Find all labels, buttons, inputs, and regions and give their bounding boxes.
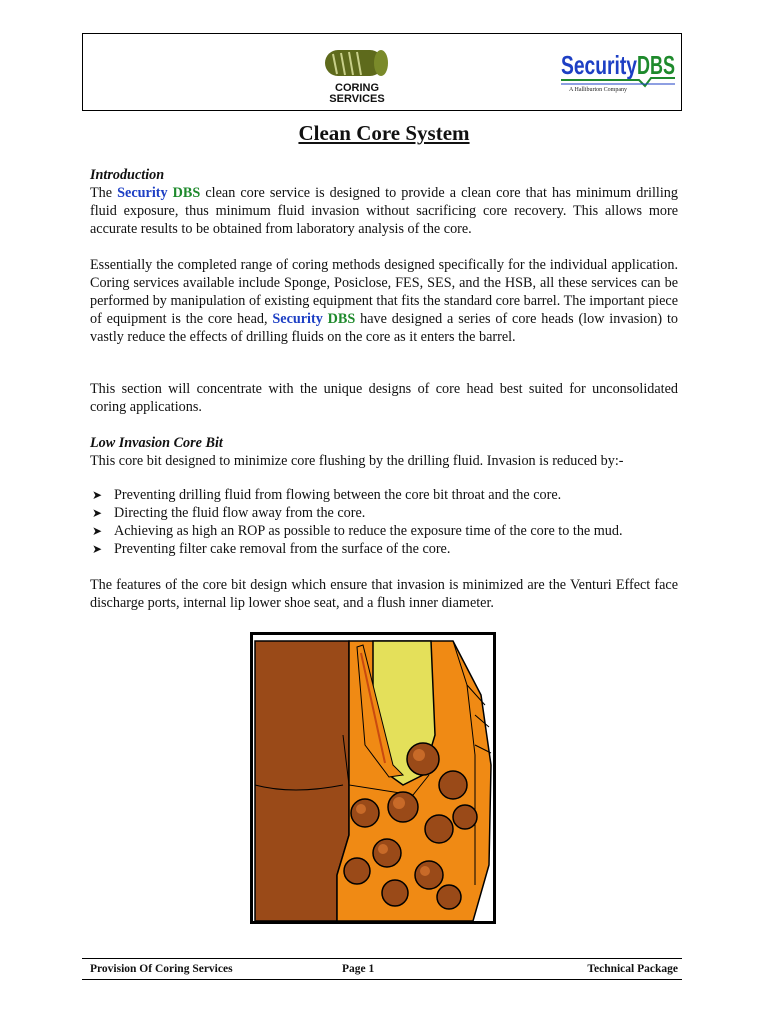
- page-title: Clean Core System: [298, 121, 470, 145]
- brand-dbs-inline: DBS: [327, 311, 356, 327]
- page-number: Page 1: [342, 963, 375, 975]
- intro-heading: Introduction: [90, 167, 165, 183]
- intro-paragraph-3: This section will concentrate with the unique designs of core head best suited for unconsolidated coring applications.: [90, 381, 678, 415]
- footer-right-text: Technical Package: [587, 963, 678, 975]
- low-invasion-lead: This core bit designed to minimize core flushing by the drilling fluid. Invasion is reduced by:-: [90, 453, 624, 469]
- features-paragraph: The features of the core bit design which ensure that invasion is minimized are the Venturi Effect face discharge ports, internal lip lower shoe seat, and a flush inner diameter.: [90, 577, 678, 611]
- brand-security-text: Security: [561, 50, 638, 80]
- footer-left-text: Provision Of Coring Services: [90, 963, 233, 975]
- list-item: ➤ Preventing drilling fluid from flowing between the core bit throat and the core.: [92, 487, 562, 503]
- intro-paragraph-2: Essentially the completed range of coring methods designed specifically for the individual application. Coring services available include Sponge, Posiclose, FES, SES, and the HSB, all these services can be performed by manipulation of existing equipment that fits the standard core barrel. The important piece of equipment is the core head, Security DBS have designed a series of core heads (low invasion) to vastly reduce the effects of drilling fluids on the core as it enters the barrel.: [90, 257, 679, 345]
- arrowhead-bullet-icon: ➤: [92, 542, 103, 556]
- brand-dbs-text: DBS: [637, 50, 675, 80]
- brand-security-inline: Security: [272, 311, 323, 327]
- brand-security-inline: Security: [117, 185, 168, 201]
- coring-services-logo-text: CORING SERVICES: [329, 82, 385, 105]
- arrowhead-bullet-icon: ➤: [92, 524, 103, 538]
- arrowhead-bullet-icon: ➤: [92, 506, 103, 520]
- core-bit-drawing-icon: [253, 635, 493, 921]
- arrowhead-bullet-icon: ➤: [92, 488, 103, 502]
- low-invasion-heading: Low Invasion Core Bit: [90, 435, 223, 451]
- list-item: ➤ Achieving as high an ROP as possible to reduce the exposure time of the core to the mud.: [92, 523, 623, 539]
- list-item: ➤ Directing the fluid flow away from the core.: [92, 505, 366, 521]
- page-footer: [82, 958, 682, 980]
- core-bit-illustration: [250, 632, 496, 924]
- invasion-bullet-list: [90, 486, 680, 558]
- intro-paragraph-1: The Security DBS clean core service is designed to provide a clean core that has minimum drilling fluid exposure, thus minimum fluid invasion without sacrificing core recovery. This allows more accurate results to be obtained from laboratory analysis of the core.: [90, 185, 678, 237]
- header-box: [82, 33, 682, 111]
- list-item: ➤ Preventing filter cake removal from the surface of the core.: [92, 541, 451, 557]
- brand-dbs-inline: DBS: [172, 185, 201, 201]
- low-invasion-section: [90, 434, 678, 470]
- intro-section: [90, 166, 678, 238]
- dbs-tagline: A Halliburton Company: [569, 87, 627, 93]
